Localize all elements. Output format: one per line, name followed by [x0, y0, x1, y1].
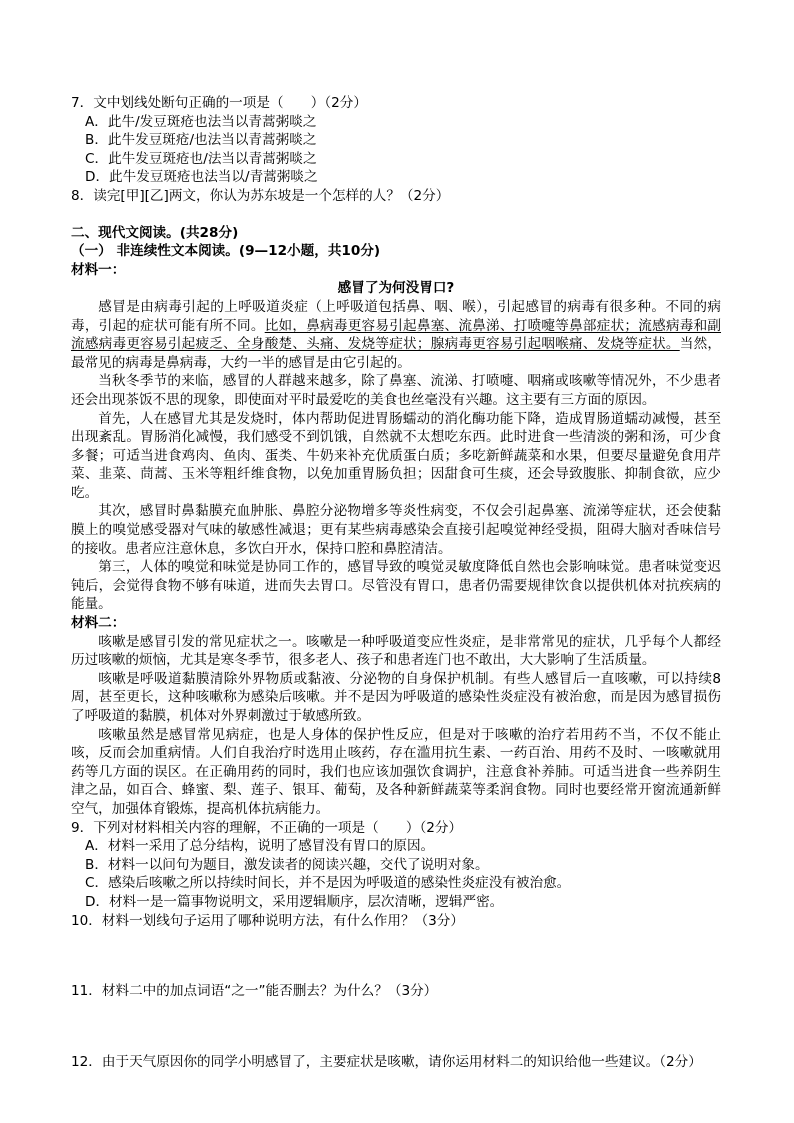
option-b: B．此牛发豆斑疮/也法当以青蒿粥啖之 — [85, 132, 317, 149]
paragraph: 当秋冬季节的来临，感冒的人群越来越多，除了鼻塞、流涕、打喷嚏、咽痛或咳嗽等情况外，不少患者还会出现茶饭不思的现象，即使面对平时最爱吃的美食也丝毫没有兴趣。这主要有三方面的原因。 — [71, 373, 721, 408]
question-7 — [71, 94, 721, 187]
paragraph: 咳嗽是感冒引发的常见症状之一。咳嗽是一种呼吸道变应性炎症，是非常常见的症状，几乎每个人都经历过咳嗽的烦恼，尤其是寒冬季节，很多老人、孩子和患者连门也不敢出，大大影响了生活质量。 — [71, 633, 721, 669]
paragraph: 咳嗽是呼吸道黏膜清除外界物质或黏液、分泌物的自身保护机制。有些人感冒后一直咳嗽，可以持续8周，甚至更长，这种咳嗽称为感染后咳嗽。并不是因为呼吸道的感染性炎症没有被治愈，而是因为感冒损伤了呼吸道的黏膜，机体对外界刺激过于敏感所致。 — [71, 670, 721, 724]
exam-page — [71, 0, 721, 1071]
option-a: A．此牛/发豆斑疮也法当以青蒿粥啖之 — [85, 113, 317, 130]
option-d: D．此牛发豆斑疮也法当以/青蒿粥啖之 — [85, 169, 318, 186]
option-d: D．材料一是一篇事物说明文，采用逻辑顺序，层次清晰，逻辑严密。 — [85, 893, 504, 910]
text: 当然，最常见的病毒是鼻病毒，大约一半的感冒是由它引起的。 — [71, 336, 721, 371]
question-12-stem: 12．由于天气原因你的同学小明感冒了，主要症状是咳嗽，请你运用材料二的知识给他一些建议。（2分） — [71, 1053, 702, 1070]
underlined-sentence: 比如，鼻病毒更容易引起鼻塞、流鼻涕、打喷嚏等鼻部症状；流感病毒和副流感病毒更容易引起疲乏、全身酸楚、头痛、发烧等症状；腺病毒更容易引起咽喉痛、发烧等症状。 — [71, 317, 722, 353]
question-11-stem: 11．材料二中的加点词语“之一”能否删去？为什么？（3分） — [71, 983, 438, 1000]
article-title: 感冒了为何没胃口? — [337, 280, 455, 297]
question-7-stem: 7．文中划线处断句正确的一项是（ ）（2分） — [71, 95, 367, 111]
question-9 — [71, 819, 721, 912]
text: 感冒是由病毒引起的上呼吸道炎症（上呼吸道包括鼻、咽、喉），引起感冒的病毒有很多种。不同的病毒，引起的症状可能有所不同。 — [71, 298, 721, 334]
material-2-label: 材料二： — [71, 615, 126, 632]
section-2-heading: 二、现代文阅读。(共28分) — [71, 224, 239, 241]
question-10-stem: 10．材料一划线句子运用了哪种说明方法，有什么作用？（3分） — [71, 912, 464, 929]
section-2-subheading: （一） 非连续性文本阅读。(9—12小题，共10分) — [71, 243, 381, 260]
question-8-stem: 8．读完[甲][乙]两文，你认为苏东坡是一个怎样的人？（2分） — [71, 187, 450, 204]
question-9-stem: 9．下列对材料相关内容的理解，不正确的一项是（ ）（2分） — [71, 819, 463, 836]
option-b: B．材料一以问句为题目，激发读者的阅读兴趣，交代了说明对象。 — [85, 856, 489, 873]
paragraph: 首先，人在感冒尤其是发烧时，体内帮助促进胃肠蠕动的消化酶功能下降，造成胃肠道蠕动减慢，甚至出现紊乱。胃肠消化减慢，我们感受不到饥饿，自然就不太想吃东西。此时进食一些清淡的粥和汤，可少食多餐；可适当进食鸡肉、鱼肉、蛋类、牛奶来补充优质蛋白质；多吃新鲜蔬菜和水果，但要尽量避免食用芹菜、韭菜、茼蒿、玉米等粗纤维食物，以免加重胃肠负担；因甜食可生痰，还会导致腹胀、抑制食欲，应少吃。 — [71, 410, 721, 501]
paragraph: 其次，感冒时鼻黏膜充血肿胀、鼻腔分泌物增多等炎性病变，不仅会引起鼻塞、流涕等症状，还会使黏膜上的嗅觉感受器对气味的敏感性减退；更有某些病毒感染会直接引起嗅觉神经受损，阻碍大脑对香味信号的接收。患者应注意休息，多饮白开水，保持口腔和鼻腔清洁。 — [71, 503, 721, 557]
paragraph: 第三，人体的嗅觉和味觉是协同工作的，感冒导致的嗅觉灵敏度降低自然也会影响味觉。患者味觉变迟钝后，会觉得食物不够有味道，进而失去胃口。尽管没有胃口，患者仍需要规律饮食以提供机体对抗疾病的能量。 — [71, 559, 721, 613]
option-a: A．材料一采用了总分结构，说明了感冒没有胃口的原因。 — [85, 838, 435, 855]
option-c: C．感染后咳嗽之所以持续时间长，并不是因为呼吸道的感染性炎症没有被治愈。 — [85, 875, 571, 892]
material-1-label: 材料一： — [71, 261, 126, 278]
paragraph: 咳嗽虽然是感冒常见病症，也是人身体的保护性反应，但是对于咳嗽的治疗若用药不当，不仅不能止咳，反而会加重病情。人们自我治疗时选用止咳药，存在滥用抗生素、一药百治、用药不及时、一咳嗽就用药等几方面的误区。在正确用药的同时，我们也应该加强饮食调护，注意食补养肺。可适当进食一些养阴生津之品，如百合、蜂蜜、梨、莲子、银耳、葡萄，及各种新鲜蔬菜等柔润食物。同时也要经常开窗流通新鲜空气，加强体育锻炼，提高机体抗病能力。 — [71, 726, 721, 817]
paragraph — [71, 298, 721, 372]
option-c: C．此牛发豆斑疮也/法当以青蒿粥啖之 — [85, 150, 317, 167]
section-heading — [71, 224, 721, 280]
article-body — [71, 298, 721, 819]
